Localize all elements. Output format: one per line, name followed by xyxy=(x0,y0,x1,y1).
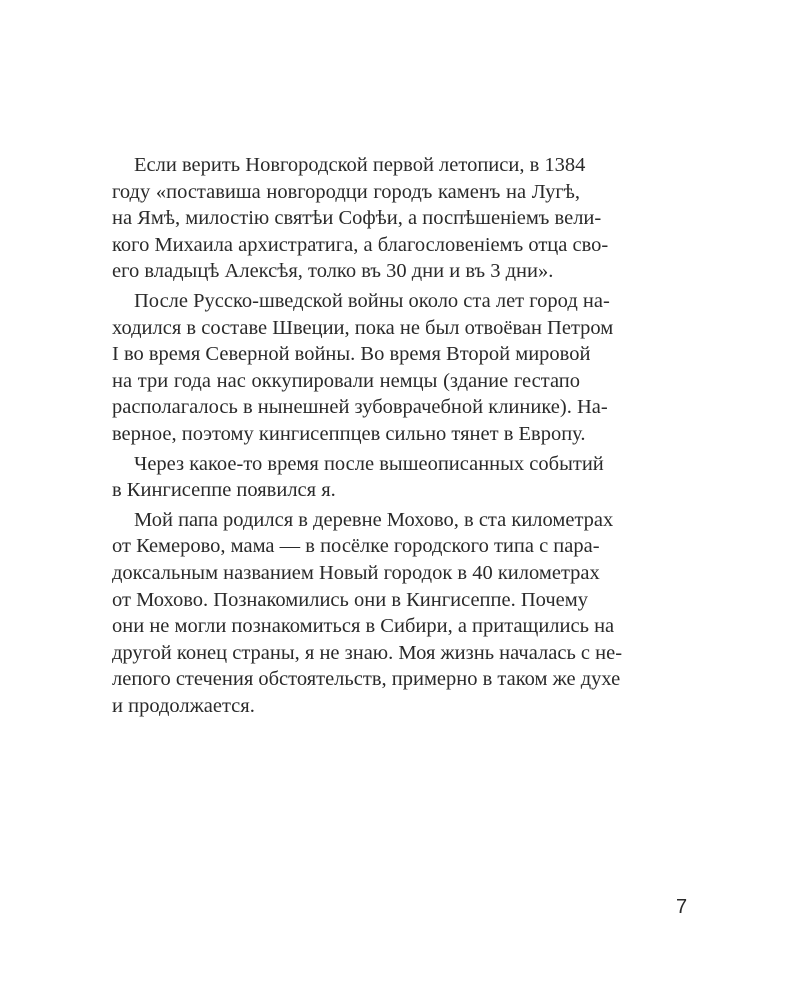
text-line: лепого стечения обстоятельств, примерно в таком же духе xyxy=(112,668,621,691)
text-line: Мой папа родился в деревне Мохово, в ста километрах xyxy=(134,508,614,531)
paragraph-2 xyxy=(112,288,614,448)
text-line: другой конец страны, я не знаю. Моя жизнь началась с не- xyxy=(112,641,623,664)
text-line: Если верить Новгородской первой летописи, в 1384 xyxy=(134,154,586,176)
text-line: в Кингисеппе появился я. xyxy=(112,479,336,502)
text-line: они не могли познакомиться в Сибири, а притащились на xyxy=(112,615,615,638)
page-number: 7 xyxy=(676,896,688,918)
text-line: верное, поэтому кингисеппцев сильно тянет в Европу. xyxy=(112,422,586,445)
text-line: ходился в составе Швеции, пока не был отвоёван Петром xyxy=(112,316,614,339)
text-line: доксальным названием Новый городок в 40 километрах xyxy=(112,561,600,584)
paragraph-4 xyxy=(112,507,623,720)
text-line: от Кемерово, мама — в посёлке городского типа с пара- xyxy=(112,535,600,558)
text-line: году «поставиша новгородци городъ каменъ на Лугѣ, xyxy=(112,180,580,203)
text-line: кого Михаила архистратига, а благословеніемъ отца сво- xyxy=(112,233,609,256)
body-text xyxy=(112,152,623,719)
text-line: и продолжается. xyxy=(112,694,255,717)
paragraph-1 xyxy=(112,152,609,285)
text-line: После Русско-шведской войны около ста лет город на- xyxy=(134,289,610,312)
text-line: на Ямѣ, милостію святѣи Софѣи, а поспѣшеніемъ вели- xyxy=(112,207,602,230)
text-line: от Мохово. Познакомились они в Кингисеппе. Почему xyxy=(112,588,589,611)
paragraph-3 xyxy=(112,451,604,504)
text-line: на три года нас оккупировали немцы (здание гестапо xyxy=(112,369,580,392)
text-line: его владыцѣ Алексѣя, толко въ 30 дни и въ 3 дни». xyxy=(112,260,554,283)
text-line: I во время Северной войны. Во время Второй мировой xyxy=(112,343,591,366)
text-line: располагалось в нынешней зубоврачебной клинике). На- xyxy=(112,396,608,419)
text-line: Через какое-то время после вышеописанных событий xyxy=(134,452,604,475)
